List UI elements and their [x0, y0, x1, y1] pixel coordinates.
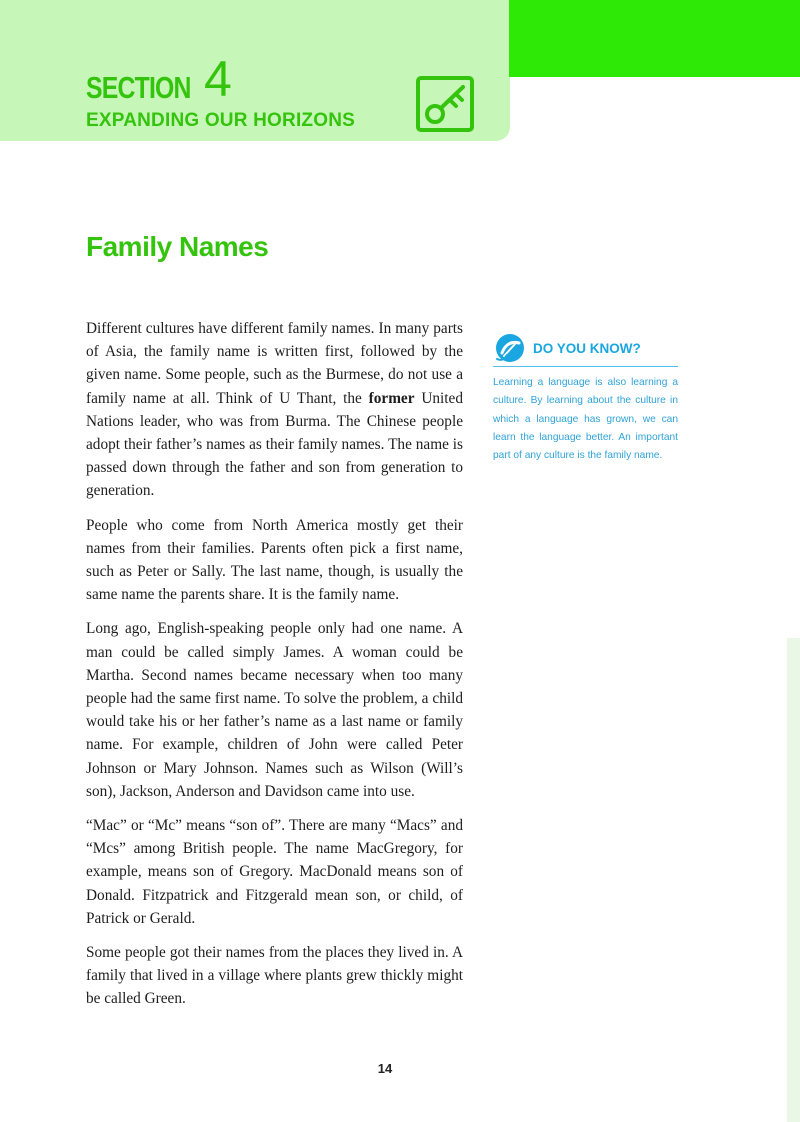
sidebar-text: Learning a language is also learning a culture. By learning about the culture in which a language has grown, we can learn the language better. An important part of any culture is the family name.	[493, 377, 678, 462]
article-body	[86, 317, 463, 1022]
do-you-know-sidebar	[493, 330, 678, 465]
paragraph: Some people got their names from the places they lived in. A family that lived in a village where plants grew thickly might be called Green.	[86, 944, 463, 1008]
bold-word: former	[368, 389, 415, 407]
paragraph: “Mac” or “Mc” means “son of”. There are many “Macs” and “Mcs” among British people. The name MacGregory, for example, means son of Gregory. MacDonald means son of Donald. Fitzpatrick and Fitzgerald mean son, or child, of Patrick or Gerald.	[86, 817, 463, 927]
paragraph: Different cultures have different family names. In many parts of Asia, the family name is written first, followed by the given name. Some people, such as the Burmese, do not use a family name at all. Think of U Thant, the former United Nations leader, who was from Burma. The Chinese people adopt their father’s names as their family names. The name is passed down through the father and son from generation to generation.	[86, 320, 463, 500]
corner-color-block	[509, 0, 800, 77]
section-number: 4	[204, 51, 232, 107]
paragraph: People who come from North America mostly get their names from their families. Parents often pick a first name, such as Peter or Sally. The last name, though, is usually the same name the parents share. It is the family name.	[86, 516, 463, 604]
section-label: SECTION	[86, 70, 191, 105]
page-title: Family Names	[86, 231, 269, 262]
sidebar-header	[493, 330, 678, 367]
pen-icon	[493, 331, 527, 365]
section-subtitle: EXPANDING OUR HORIZONS	[86, 110, 356, 131]
side-edge-strip	[787, 638, 800, 1122]
key-icon	[416, 76, 474, 132]
sidebar-title: DO YOU KNOW?	[533, 340, 641, 356]
page-number: 14	[377, 1061, 393, 1076]
paragraph: Long ago, English-speaking people only had one name. A man could be called simply James. A woman could be Martha. Second names became necessary when too many people had the same first name. To solve the problem, a child would take his or her father’s name as a last name or family name. For example, children of John were called Peter Johnson or Mary Johnson. Names such as Wilson (Will’s son), Jackson, Anderson and Davidson came into use.	[86, 620, 463, 800]
